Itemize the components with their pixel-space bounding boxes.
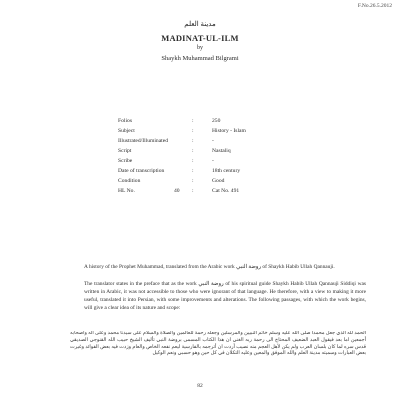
metadata-label: Script: [118, 148, 132, 154]
metadata-colon: :: [192, 158, 194, 164]
metadata-value: Cat No. 491: [212, 188, 240, 194]
file-number: F.No.26.5.2012: [357, 3, 392, 9]
metadata-label: Folios: [118, 118, 132, 124]
page-number: 82: [197, 383, 203, 389]
metadata-colon: :: [192, 188, 194, 194]
metadata-row-subject: [118, 126, 318, 136]
metadata-label: Date of transcription: [118, 168, 165, 174]
metadata-row-script: [118, 146, 318, 156]
metadata-number: 40: [174, 188, 180, 194]
metadata-value: 18th century: [212, 168, 241, 174]
description-paragraph: A history of the Prophet Muhammad, translated from the Arabic work روضة النبي of Shaykh Habib Ullah Qannauji.: [84, 264, 335, 271]
metadata-label: HL No.: [118, 188, 135, 194]
metadata-row-condition: [118, 176, 318, 186]
arabic-title: مدينة العلم: [184, 20, 216, 28]
metadata-row-date: [118, 166, 318, 176]
metadata-label: Condition: [118, 178, 141, 184]
metadata-value: Good: [212, 178, 225, 184]
metadata-value: -: [212, 158, 214, 164]
metadata-label: Illustrated/Illuminated: [118, 138, 169, 144]
metadata-colon: :: [192, 148, 194, 154]
metadata-colon: :: [192, 128, 194, 134]
metadata-value: 250: [212, 118, 221, 124]
metadata-colon: :: [192, 138, 194, 144]
metadata-label: Scribe: [118, 158, 133, 164]
document-title: MADINAT-UL-ILM: [161, 33, 239, 43]
metadata-table: [118, 116, 318, 196]
metadata-value: Nastaliq: [212, 148, 231, 154]
by-label: by: [197, 45, 203, 51]
metadata-value: -: [212, 138, 214, 144]
metadata-colon: :: [192, 168, 194, 174]
arabic-text-block: الحمد لله الذي جعل محمدا صلى الله عليه وسلم خاتم النبيين والمرسلين وجعله رحمة للعالمين والصلاة والسلام على سيدنا محمد وعلى آله وأصحابه أجمعين اما بعد فيقول العبد الضعيف المحتاج الى رحمة ربه الغني ان هذا الكتاب المسمى بروضة النبي تأليف الشيخ حبيب الله القنوجي الصديقي قدس سره لما كان بلسان العرب ولم يكن لأهل العجم منه نصيب أردت ان أترجمه بالفارسية ليعم نفعه الخاص والعام وزدت فيه بعض الفوائد وغيرت بعض العبارات وسميته مدينة العلم والله الموفق والمعين وعليه التكلان في كل حين وهو حسبي ونعم الوكيل: [70, 331, 366, 357]
author-name: Shaykh Muhammad Bilgrami: [161, 55, 239, 62]
metadata-value: History - Islam: [212, 128, 246, 134]
metadata-row-hl-no: [118, 186, 318, 196]
preface-paragraph: The translator states in the preface that as the work روضة النبي of his spiritual guide Shaykh Habib Ullah Qannauji Siddiqi was written in Arabic, it was not accessible to those who were ignorant of that language. He therefore, with a view to making it more useful, translated it into Persian, with some improvements and alterations. The following passages, with which the work begins, will give a clear idea of its nature and scope:: [84, 281, 366, 312]
metadata-colon: :: [192, 118, 194, 124]
metadata-label: Subject: [118, 128, 135, 134]
metadata-colon: :: [192, 178, 194, 184]
metadata-row-scribe: [118, 156, 318, 166]
metadata-row-illustrated: [118, 136, 318, 146]
metadata-row-folios: [118, 116, 318, 126]
